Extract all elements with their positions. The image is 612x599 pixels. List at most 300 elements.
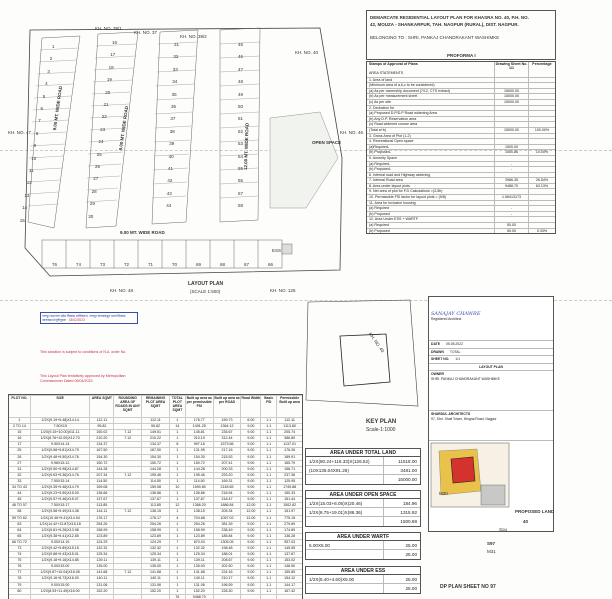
proforma-percent-cell	[529, 206, 555, 211]
proforma-label-cell: (a) Proposed D.P/D.P Road widening Area	[367, 111, 495, 116]
owner-panel	[429, 371, 553, 411]
proforma-row	[367, 110, 555, 116]
plot-number: 17	[110, 52, 116, 58]
plot-table-cell	[114, 461, 142, 466]
architect-signature: SANAJAY CHAWRE	[431, 311, 481, 317]
plot-table-cell: 1/2X(8.93+11.49)X16.00	[31, 589, 91, 594]
plot-number: 68	[220, 262, 226, 267]
layout-plan-scale: (SCALE 1:500)	[190, 289, 221, 294]
plot-table-cell: 125.34	[90, 552, 114, 557]
plot-number: 43	[166, 190, 172, 196]
plot-table-header-cell: ROUNDING AREA OF ROADS IN ANY SQMT	[114, 396, 142, 417]
plot-table-cell: 210.20	[90, 436, 114, 441]
proforma-row	[367, 77, 555, 83]
plot-number: 7	[38, 118, 41, 124]
plot-table-cell: 12.00	[241, 509, 261, 514]
proforma-percent-cell	[529, 122, 555, 127]
plot-table-cell: 152.20	[186, 589, 214, 594]
proforma-value-cell: 3986.35	[495, 178, 529, 183]
plot-table-cell: 1/2X(9.35+9.48)X14.79	[31, 485, 91, 490]
plot-table-cell: 386.80	[284, 436, 296, 441]
plot-table-cell: 9.00	[241, 564, 261, 569]
owner-label: OWNER	[431, 372, 444, 376]
plot-table-cell: 1	[170, 473, 186, 478]
kh-label-top-1: KH. NO. 39/1	[95, 26, 122, 31]
plot-table-cell: 1.1	[261, 424, 277, 429]
open-space-area	[270, 112, 338, 208]
table-row	[9, 429, 302, 435]
plot-table-cell: 1	[170, 570, 186, 575]
plot-table-header-cell: Permissible Built up area	[279, 396, 300, 404]
proforma-header-row	[367, 62, 555, 71]
plot-table-cell: 140.11	[90, 576, 114, 581]
plot-table-cell: 136.66	[142, 491, 170, 496]
plot-table-cell: 1/2X(9.63+9.36)X14.76	[31, 473, 91, 478]
plot-table-cell: 1/2X(9.87+10.04)X16.05	[31, 570, 91, 575]
plot-table-cell: 1	[170, 528, 186, 533]
plot-table-cell: 1.1	[261, 576, 277, 581]
plot-table-cell: 1057.02	[214, 516, 242, 521]
plot-table-cell: 144.28	[142, 467, 170, 472]
area-ess-title: AREA UNDER ESS	[306, 567, 420, 575]
plot-table-cell: 9.00	[241, 522, 261, 527]
plot-table-cell: 1573.56	[214, 442, 242, 447]
plot-table-cell: 136.66	[90, 491, 114, 496]
title-block	[428, 296, 555, 554]
plot-table-cell: 9.00	[241, 534, 261, 539]
plot-table-cell: 26	[9, 455, 31, 460]
plot-table-cell: 125.34	[142, 552, 170, 557]
area-formula: 5.00X5.00	[306, 541, 384, 549]
proforma-row	[367, 144, 555, 150]
plot-number: 29	[89, 201, 95, 207]
table-row	[9, 557, 302, 563]
plot-table-cell	[114, 491, 142, 496]
plot-table-cell: 218.94	[214, 491, 242, 496]
proforma-label-cell: 5. Amenity Space	[367, 156, 495, 161]
plot-table-cell: 1.1	[261, 552, 277, 557]
plot-table-cell: 6.00	[241, 418, 261, 423]
plot-table-cell: 1.1	[261, 522, 277, 527]
plot-table-cell: 1/2X(9.57+9.46)X15.07	[31, 497, 91, 502]
plot-number: 53	[238, 141, 244, 147]
plot-table-cell: 1113.80	[283, 424, 296, 429]
plot-number: 23	[100, 126, 106, 132]
plot-number: 37	[170, 116, 176, 122]
area-value: 25.00	[405, 577, 417, 582]
proforma-row	[367, 188, 555, 194]
plot-table-cell: 58	[9, 509, 31, 514]
plot-table-cell: 112.11	[90, 418, 114, 423]
plot-number: 56	[238, 178, 244, 184]
plot-table-cell: 1	[170, 436, 186, 441]
proforma-value-cell	[495, 83, 529, 88]
plot-table-cell: 1.1	[261, 455, 277, 460]
table-row	[9, 575, 302, 581]
plot-table-cell: 210.22	[142, 436, 170, 441]
drawn-value: TOTAL	[449, 349, 461, 354]
plot-table-cell: 1/2X(9.81+9.26)X13.98	[31, 528, 91, 533]
area-value: 3481.00	[400, 468, 417, 473]
proforma-value-cell: 1500.86	[495, 150, 529, 155]
area-total: 25.00	[405, 586, 417, 591]
proforma-percent-cell	[529, 156, 555, 161]
plot-table-cell: 1.1	[261, 430, 277, 435]
plot-table-cell: 134.37	[90, 442, 114, 447]
plot-table-cell	[114, 503, 142, 508]
plot-number: 30	[88, 213, 94, 219]
plot-table-cell: 159.73	[214, 418, 242, 423]
proforma-row	[367, 82, 555, 88]
plot-table-cell: 9.00	[241, 448, 261, 453]
proforma-value-cell	[495, 134, 529, 139]
plot-number: 27	[93, 176, 99, 182]
plot-table-cell: 95.82	[90, 424, 114, 429]
plot-table-cell	[114, 442, 142, 447]
proforma-percent-cell	[529, 117, 555, 122]
plot-table-cell: 9488.70	[186, 595, 214, 599]
proforma-percent-cell	[529, 71, 555, 77]
proforma-percent-cell	[529, 145, 555, 150]
plot-block-1	[28, 28, 260, 228]
proforma-percent-cell	[529, 189, 555, 194]
proforma-value-cell	[495, 78, 529, 83]
table-row	[9, 484, 302, 490]
proforma-label-cell: 2. Deduction for	[367, 106, 495, 111]
area-value: 11518.00	[398, 459, 417, 464]
sheet-row	[429, 356, 553, 364]
plot-table-cell: 1/2X(9.48+9.50)X14.76	[31, 455, 91, 460]
plot-table-cell: 63	[9, 522, 31, 527]
ess-label: ESS	[272, 248, 282, 253]
proforma-row	[367, 211, 555, 217]
plot-table-cell: 158.99	[186, 528, 214, 533]
plot-table-cell: 1	[170, 430, 186, 435]
table-row	[9, 539, 302, 545]
plot-table-header-cell: Built up area as per permissible FSI	[186, 396, 214, 417]
area-total: 25.00	[405, 552, 417, 557]
proforma-percent-cell	[529, 94, 555, 99]
plot-table-cell: 154.30	[186, 455, 214, 460]
plot-table-cell: 775.15	[284, 515, 296, 520]
plot-table-cell	[114, 467, 142, 472]
plot-table-cell: 1590.80	[186, 485, 214, 490]
area-formula: 1/2X(5.40+4.60)X5.00	[306, 575, 384, 583]
plot-table-cell: 1364.12	[214, 424, 242, 429]
proforma-percent-cell	[529, 106, 555, 111]
plot-table-cell	[90, 595, 114, 599]
plot-number: 52	[238, 128, 244, 134]
plot-table-cell: 1	[170, 418, 186, 423]
plot-number: 28	[91, 188, 97, 194]
plot-table-cell: 73	[9, 546, 31, 551]
proforma-label-cell: AREA STATEMENTS	[367, 71, 495, 77]
header-owner: BELONGING TO : SHRI. PANKAJ CHANDRAKANT WASHIMKE	[370, 35, 500, 40]
dp-plan-map	[429, 441, 553, 511]
plot-table-cell: 135.00	[186, 564, 214, 569]
plot-table-cell	[114, 558, 142, 563]
plot-number: 26	[95, 164, 101, 169]
plot-table-cell: 9.00	[241, 583, 261, 588]
plot-number: 35	[171, 91, 177, 97]
area-open-space-title: AREA UNDER OPEN SPACE	[306, 491, 420, 499]
plot-table-cell: 9.00	[241, 442, 261, 447]
plot-table-cell: 1.1	[261, 442, 277, 447]
plot-table-cell: 1137.01	[283, 442, 296, 447]
plot-table-header	[9, 395, 302, 417]
proforma-label-cell: (c) As per site	[367, 100, 495, 105]
plot-table-cell: 7.12	[114, 570, 142, 575]
plot-table-cell: 1/2X(9.58+9.81)X14.79	[31, 448, 91, 453]
plot-table-cell: 1/2X(9.38+9.41)X12.85	[31, 534, 91, 539]
proforma-label-cell: (Total a+b)	[367, 128, 495, 133]
proforma-label-cell: 8. Area under layout plots	[367, 184, 495, 189]
table-row	[9, 508, 302, 514]
plot-table-cell: 12	[170, 503, 186, 508]
plot-table-cell: 159.08	[90, 485, 114, 490]
plot-table-cell: 9.00X15.00	[31, 583, 91, 588]
kh-label-top-4: KH. NO. 37	[134, 30, 158, 35]
table-row	[9, 466, 302, 472]
plot-table-cell: 9.00X14.15	[31, 540, 91, 545]
plot-table-cell: 31	[9, 467, 31, 472]
plot-table-cell: 1	[170, 546, 186, 551]
plot-table-cell: 44	[9, 491, 31, 496]
plot-table-cell: 205.74	[284, 430, 296, 435]
plot-table-cell: 1.1	[261, 564, 277, 569]
proforma-value-cell: 1.58413173	[495, 195, 529, 200]
drawn-row	[429, 349, 553, 357]
plot-table-cell: 114.50	[186, 479, 214, 484]
plot-number: 19	[106, 77, 112, 83]
plot-number: 44	[166, 203, 172, 209]
stamp-text: नागपुर महानगर प्रदेश विकास प्राधिकरण, नागपुर यांच्याकडून प्राप्त विकास आराखडा मंजुरीनुसार	[42, 314, 126, 322]
proforma-header: Percentage	[532, 62, 552, 66]
proforma-label-cell: (b) Proposed-	[367, 167, 495, 172]
plot-table-cell: 131.06	[186, 583, 214, 588]
plot-table-cell: 158.71	[284, 466, 296, 471]
plot-table-cell: 1/2X(9.15+10.00)X11.11	[31, 430, 91, 435]
header-title-line2: 42, MOUZA - SHANKARPUR, TAH. NAGPUR (RURAL), DIST. NAGPUR.	[370, 22, 519, 27]
table-row	[9, 435, 302, 441]
approval-stamp-blue	[40, 312, 138, 324]
proforma-row	[367, 121, 555, 127]
plot-lines	[28, 42, 260, 209]
plot-table-cell: 205.34	[214, 509, 242, 514]
plot-table-cell: 154.30	[90, 455, 114, 460]
plot-table-cell: 136.66	[186, 491, 214, 496]
plot-table-cell: 1/2X(9.19+9.48)X14.14	[31, 418, 91, 423]
plot-number: 74	[76, 262, 82, 267]
plot-table-cell: 293.20	[214, 473, 242, 478]
plot-table-cell: 254.26	[90, 522, 114, 527]
plot-table-cell: 1.1	[261, 583, 277, 588]
key-plan-drawing	[298, 296, 428, 416]
proforma-label-cell: (b) Any D.P. Reservation area	[367, 117, 495, 122]
plot-table-cell: 237.36	[284, 472, 296, 477]
plot-table-cell: 9.00	[241, 546, 261, 551]
plot-table-cell	[114, 534, 142, 539]
plot-table-cell: 1	[170, 461, 186, 466]
plot-number: 1	[52, 44, 55, 49]
table-row	[9, 515, 302, 521]
plot-table-cell: 1/2X(9.42+9.89)X15.15	[31, 546, 91, 551]
proforma-label-cell: 4. Recreational Open space	[367, 139, 495, 144]
plot-table-cell: 1.1	[261, 485, 277, 490]
table-row	[9, 417, 302, 423]
plot-table-cell: 76	[170, 595, 186, 599]
proforma-value-cell: -	[495, 212, 529, 217]
plot-number: 12	[26, 180, 32, 186]
proforma-row	[367, 216, 555, 222]
plot-table-cell: 1	[170, 522, 186, 527]
table-row	[9, 496, 302, 502]
plot-table-cell: 198.48	[214, 546, 242, 551]
plot-table-cell: 95.82	[142, 424, 170, 429]
architect-address: 97, Shri. Shail Tower, Hingna Road, Nagpur	[431, 416, 497, 421]
plot-table-cell: 176.17	[90, 516, 114, 521]
plot-table-cell: 957.03	[284, 539, 296, 544]
area-value: 184.96	[402, 501, 417, 506]
plot-table-cell: 188.01	[214, 552, 242, 557]
area-total-land-box	[305, 448, 421, 485]
plot-table-cell: 1.1	[261, 516, 277, 521]
plot-table-cell: 2145.65	[214, 485, 242, 490]
plot-table-cell: 1502.82	[283, 503, 297, 508]
plot-table-cell	[114, 546, 142, 551]
plot-table-cell: 131.06	[90, 583, 114, 588]
plot-table-cell: 9.00	[241, 589, 261, 594]
area-total: 1500.88	[400, 519, 417, 524]
proforma-percent-cell	[529, 100, 555, 105]
plot-table-cell	[9, 595, 31, 599]
proforma-area-table	[366, 61, 556, 234]
plot-table-cell: 139.11	[142, 558, 170, 563]
plot-table-cell: 32	[9, 473, 31, 478]
plot-number: 50	[238, 104, 244, 109]
plot-table-cell: 4	[170, 516, 186, 521]
proforma-value-cell: 1500.00	[495, 145, 529, 150]
proforma-row	[367, 161, 555, 167]
proforma-row	[367, 88, 555, 94]
plot-table-cell: 9.00	[241, 497, 261, 502]
proforma-header: Stamps of Approval of Plans	[367, 62, 495, 71]
plot-table-cell: 131.06	[142, 583, 170, 588]
plot-table-cell: 1/2X(9.18+9.16)X14.85	[31, 558, 91, 563]
proforma-row	[367, 116, 555, 122]
plot-table-cell: 80	[9, 589, 31, 594]
area-wartf-title: AREA UNDER WARTF	[306, 533, 420, 541]
plot-number: 14	[22, 205, 28, 211]
plot-table-cell: 159.08	[142, 485, 170, 490]
plot-table-cell: 312.44	[214, 436, 242, 441]
plot-table-cell: 1.1	[261, 491, 277, 496]
plot-table-cell: 1.1	[261, 467, 277, 472]
plot-number: 55	[238, 166, 244, 171]
proforma-value-cell	[495, 117, 529, 122]
proforma-label-cell: (a)Required-	[367, 145, 495, 150]
plot-table-cell: 154.30	[142, 455, 170, 460]
proforma-value-cell	[495, 111, 529, 116]
plot-table-cell: 1.1	[261, 528, 277, 533]
plot-number: 76	[52, 262, 58, 267]
plot-number: 66	[268, 262, 274, 267]
plot-table-cell: 195.46	[142, 473, 170, 478]
kh-label-bottom-left: KH. NO. 48	[110, 288, 134, 293]
proforma-percent-cell	[529, 83, 555, 88]
plot-table-cell: 151.44	[284, 497, 296, 502]
plot-table-cell: 9.00	[241, 455, 261, 460]
plot-table-cell: 381.39	[214, 522, 242, 527]
plot-table-cell: 138.15	[186, 509, 214, 514]
plot-table-cell: 141.68	[142, 570, 170, 575]
plot-number: 36	[171, 104, 177, 109]
plot-number: 10	[31, 155, 37, 161]
proforma-label-cell: (b) Proposed	[367, 212, 495, 217]
plot-table-cell: 12.00	[241, 503, 261, 508]
plot-table-cell	[114, 564, 142, 569]
proforma-row	[367, 155, 555, 161]
plot-table-cell: 1	[170, 589, 186, 594]
plot-table-cell	[241, 595, 261, 599]
plot-table-cell: 279.69	[284, 521, 296, 526]
plot-table-cell: 7.12	[114, 430, 142, 435]
table-row	[9, 594, 302, 599]
plot-table-cell: 137.67	[90, 497, 114, 502]
plot-table-cell	[114, 583, 142, 588]
proforma-percent-cell	[529, 78, 555, 83]
proforma-row	[367, 99, 555, 105]
plot-table-cell: 137.67	[186, 497, 214, 502]
plot-table-cell: 195.46	[186, 473, 214, 478]
date-value: 05.05.2022	[445, 342, 463, 346]
proforma-percent-cell: 0.33%	[536, 228, 548, 233]
plot-table-cell: 1305.05	[214, 540, 242, 545]
plot-table-cell: 114.50	[142, 479, 170, 484]
area-total-land-title: AREA UNDER TOTAL LAND	[306, 449, 420, 457]
plot-table-cell: 140.11	[142, 576, 170, 581]
plot-table-cell: 704.68	[186, 516, 214, 521]
plot-table-cell: 167.50	[142, 448, 170, 453]
plot-table-cell: 34 TO 43	[9, 485, 31, 490]
kh-label-left: KH. NO. 47	[8, 130, 32, 135]
plot-table-cell: 140.11	[186, 576, 214, 581]
plot-table-cell: 254.26	[142, 522, 170, 527]
proforma-label-cell: (b) Proposed-	[367, 150, 495, 155]
area-value: 1315.92	[400, 510, 417, 515]
table-row	[9, 472, 302, 478]
proforma-percent-cell	[529, 139, 555, 144]
table-row	[9, 441, 302, 447]
plot-table-cell: 9.00	[241, 430, 261, 435]
table-row	[9, 588, 302, 594]
plot-number: 5	[42, 93, 46, 99]
plot-table-cell: 1886.84	[214, 503, 242, 508]
area-wartf-box	[305, 532, 421, 560]
plot-table-cell: 9.00X15.00	[31, 564, 91, 569]
key-plan-title: KEY PLAN	[366, 419, 397, 425]
dp-label: M31	[487, 549, 496, 554]
proforma-value-cell: -	[495, 162, 529, 167]
dp-label: Sou	[499, 527, 508, 532]
dp-label: S97	[487, 541, 496, 546]
plot-number: 25	[96, 151, 102, 157]
proforma-label-cell: (a) Required	[367, 223, 495, 228]
proforma-label-cell: 6. Internal road and Highway widening	[367, 173, 495, 178]
plot-table-cell	[114, 576, 142, 581]
plot-table-cell: 141.68	[186, 570, 214, 575]
table-row	[9, 569, 302, 575]
